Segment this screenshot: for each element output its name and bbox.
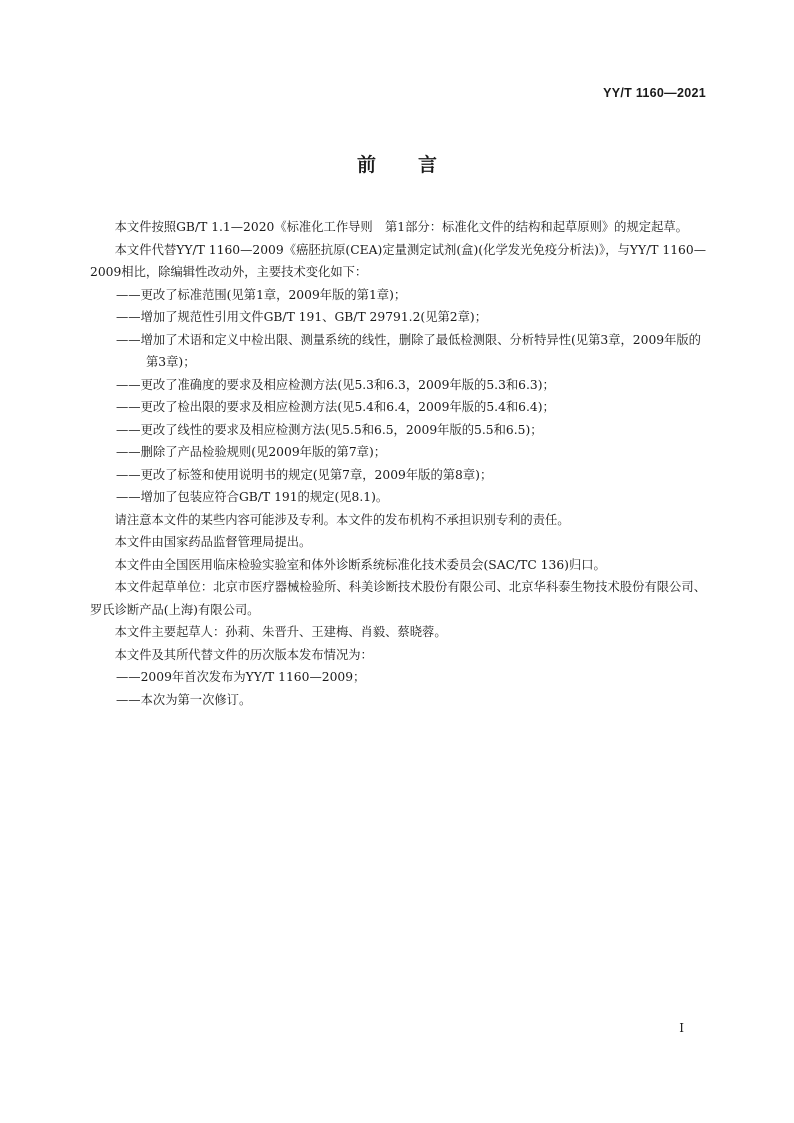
change-item: ——删除了产品检验规则(见2009年版的第7章)； [116, 445, 387, 459]
change-item: ——增加了包装应符合GB/T 191的规定(见8.1)。 [116, 490, 389, 504]
paragraph-drafting-units: 本文件起草单位：北京市医疗器械检验所、科美诊断技术股份有限公司、北京华科泰生物技术股份有限公司、罗氏诊断产品(上海)有限公司。 [90, 580, 706, 617]
paragraph-drafting-rules: 本文件按照GB/T 1.1—2020《标准化工作导则 第1部分：标准化文件的结构和起草原则》的规定起草。 [114, 220, 688, 234]
change-item: ——更改了线性的要求及相应检测方法(见5.5和6.5，2009年版的5.5和6.5)； [116, 422, 543, 437]
change-item: ——更改了标准范围(见第1章，2009年版的第1章)； [116, 287, 407, 302]
history-item: ——本次为第一次修订。 [116, 692, 252, 707]
paragraph-proposer: 本文件由国家药品监督管理局提出。 [114, 535, 312, 549]
paragraph-history-intro: 本文件及其所代替文件的历次版本发布情况为： [114, 647, 373, 662]
change-item: ——增加了术语和定义中检出限、测量系统的线性，删除了最低检测限、分析特异性(见第3章，2009年版的第3章)； [116, 332, 701, 369]
paragraph-patent-notice: 请注意本文件的某些内容可能涉及专利。本文件的发布机构不承担识别专利的责任。 [114, 512, 570, 527]
paragraph-committee: 本文件由全国医用临床检验实验室和体外诊断系统标准化技术委员会(SAC/TC 136)归口。 [114, 557, 606, 572]
change-item: ——增加了规范性引用文件GB/T 191、GB/T 29791.2(见第2章)； [116, 310, 488, 324]
paragraph-drafters: 本文件主要起草人：孙莉、朱晋升、王建梅、肖毅、蔡晓蓉。 [114, 625, 447, 639]
change-item: ——更改了准确度的要求及相应检测方法(见5.3和6.3，2009年版的5.3和6.3)； [116, 377, 555, 392]
paragraph-replacement: 本文件代替YY/T 1160—2009《癌胚抗原(CEA)定量测定试剂(盒)(化学发光免疫分析法)》，与YY/T 1160—2009相比，除编辑性改动外，主要技术变化如下： [90, 242, 706, 279]
page-title: 前言 [356, 154, 479, 176]
history-item: ——2009年首次发布为YY/T 1160—2009； [116, 670, 366, 684]
page-number: I [679, 1021, 684, 1035]
foreword-body [90, 216, 706, 711]
change-item: ——更改了检出限的要求及相应检测方法(见5.4和6.4，2009年版的5.4和6.4)； [116, 400, 555, 414]
document-code: YY/T 1160—2021 [603, 86, 706, 100]
change-item: ——更改了标签和使用说明书的规定(见第7章，2009年版的第8章)； [116, 467, 493, 482]
